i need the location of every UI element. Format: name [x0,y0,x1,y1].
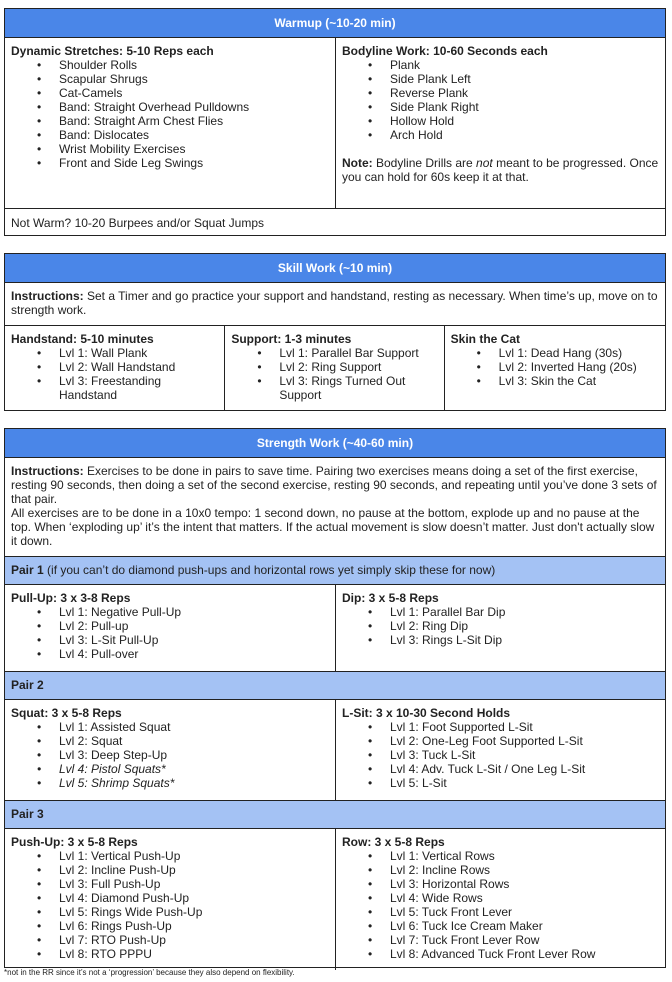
list-item: • Arch Hold [390,128,659,142]
note-text-pre: Bodyline Drills are [372,156,477,170]
skill-instructions [5,283,665,326]
pair1-label: Pair 1 [11,563,44,577]
pushup-list [11,849,329,961]
list-item: • Reverse Plank [390,86,659,100]
strength-section [4,428,666,968]
list-item: • Cat-Camels [59,86,329,100]
list-item: • Lvl 3: Rings Turned Out Support [279,374,437,402]
list-item: • Lvl 2: Ring Support [279,360,437,374]
lsit-cell [335,700,665,800]
list-item: • Band: Dislocates [59,128,329,142]
list-item: • Lvl 7: RTO Push-Up [59,933,329,947]
strength-instructions [5,458,665,557]
list-item: • Lvl 3: Horizontal Rows [390,877,659,891]
row-cell [335,829,665,970]
list-item: • Lvl 4: Wide Rows [390,891,659,905]
pushup-cell [5,829,335,970]
not-warm-text: Not Warm? 10-20 Burpees and/or Squat Jumps [11,216,265,230]
dip-list [342,605,659,647]
lsit-title: L-Sit: 3 x 10-30 Second Holds [342,706,511,720]
warmup-section [4,8,666,236]
list-item: • Wrist Mobility Exercises [59,142,329,156]
bodyline-list [342,58,659,142]
support-title: Support: 1-3 minutes [231,332,352,346]
handstand-cell [5,326,224,410]
list-item: • Lvl 3: Tuck L-Sit [390,748,659,762]
pair1-note: (if you can’t do diamond push-ups and horizontal rows yet simply skip these for now) [43,563,496,577]
strength-header: Strength Work (~40-60 min) [5,429,665,458]
dynamic-stretches-cell [5,38,335,208]
dip-title: Dip: 3 x 5-8 Reps [342,591,439,605]
list-item: • Lvl 6: Rings Push-Up [59,919,329,933]
strength-instr-label: Instructions: [11,464,84,478]
list-item: • Lvl 1: Vertical Rows [390,849,659,863]
list-item: • Lvl 1: Vertical Push-Up [59,849,329,863]
dynamic-stretches-title: Dynamic Stretches: 5-10 Reps each [11,44,214,58]
note-text-em: not [476,156,493,170]
list-item: • Lvl 1: Assisted Squat [59,720,329,734]
list-item: • Lvl 3: Rings L-Sit Dip [390,633,659,647]
skill-instr-label: Instructions: [11,289,84,303]
squat-list [11,720,329,790]
list-item: • Lvl 2: Wall Handstand [59,360,218,374]
pullup-title: Pull-Up: 3 x 3-8 Reps [11,591,131,605]
dynamic-stretches-list [11,58,329,170]
list-item: • Lvl 1: Negative Pull-Up [59,605,329,619]
dip-cell [335,585,665,671]
pair2-bar: Pair 2 [5,672,665,700]
bodyline-title: Bodyline Work: 10-60 Seconds each [342,44,548,58]
list-item: • Lvl 4: Adv. Tuck L-Sit / One Leg L-Sit [390,762,659,776]
list-item: • Side Plank Left [390,72,659,86]
warmup-header: Warmup (~10-20 min) [5,9,665,38]
list-item: • Side Plank Right [390,100,659,114]
list-item: • Lvl 4: Pistol Squats* [59,762,329,776]
list-item: • Lvl 2: Inverted Hang (20s) [499,360,659,374]
list-item: • Band: Straight Arm Chest Flies [59,114,329,128]
pair3-bar: Pair 3 [5,801,665,829]
list-item: • Lvl 3: Deep Step-Up [59,748,329,762]
list-item: • Hollow Hold [390,114,659,128]
list-item: • Scapular Shrugs [59,72,329,86]
skill-section [4,253,666,411]
list-item: • Lvl 1: Dead Hang (30s) [499,346,659,360]
list-item: • Lvl 3: Freestanding Handstand [59,374,218,402]
list-item: • Lvl 6: Tuck Ice Cream Maker [390,919,659,933]
row-list [342,849,659,961]
handstand-title: Handstand: 5-10 minutes [11,332,154,346]
list-item: • Lvl 2: One-Leg Foot Supported L-Sit [390,734,659,748]
list-item: • Lvl 2: Incline Rows [390,863,659,877]
skill-header: Skill Work (~10 min) [5,254,665,283]
squat-cell [5,700,335,800]
list-item: • Lvl 8: Advanced Tuck Front Lever Row [390,947,659,961]
pullup-cell [5,585,335,671]
list-item: • Lvl 1: Foot Supported L-Sit [390,720,659,734]
note-text-post: meant to be progressed. Once you can hold for 60s keep it at that. [342,156,659,184]
list-item: • Lvl 2: Incline Push-Up [59,863,329,877]
list-item: • Lvl 2: Pull-up [59,619,329,633]
skin-the-cat-cell [444,326,665,410]
list-item: • Lvl 7: Tuck Front Lever Row [390,933,659,947]
row-title: Row: 3 x 5-8 Reps [342,835,445,849]
list-item: • Lvl 1: Parallel Bar Support [279,346,437,360]
bodyline-note [342,156,659,184]
note-label: Note: [342,156,373,170]
list-item: • Lvl 5: L-Sit [390,776,659,790]
skill-instr-text: Set a Timer and go practice your support and handstand, resting as necessary. When time’s up, move on to strength work. [11,289,658,317]
list-item: • Lvl 1: Wall Plank [59,346,218,360]
list-item: • Plank [390,58,659,72]
lsit-list [342,720,659,790]
list-item: • Lvl 5: Shrimp Squats* [59,776,329,790]
skin-the-cat-list [451,346,659,388]
list-item: • Lvl 1: Parallel Bar Dip [390,605,659,619]
strength-instr-text: Exercises to be done in pairs to save time. Pairing two exercises means doing a set of the first exercise, resting 90 seconds, then doing a set of the second exercise, resting 90 seconds, and repeating until you’ve done 3 sets of that pair. [11,464,657,506]
list-item: • Lvl 3: L-Sit Pull-Up [59,633,329,647]
list-item: • Lvl 2: Ring Dip [390,619,659,633]
pair1-bar [5,557,665,585]
list-item: • Lvl 4: Diamond Push-Up [59,891,329,905]
skin-the-cat-title: Skin the Cat [450,332,521,346]
list-item: • Front and Side Leg Swings [59,156,329,170]
list-item: • Lvl 2: Squat [59,734,329,748]
list-item: • Lvl 5: Tuck Front Lever [390,905,659,919]
support-cell [224,326,443,410]
support-list [231,346,437,402]
list-item: • Lvl 5: Rings Wide Push-Up [59,905,329,919]
squat-title: Squat: 3 x 5-8 Reps [11,706,122,720]
pushup-title: Push-Up: 3 x 5-8 Reps [11,835,138,849]
list-item: • Lvl 3: Skin the Cat [499,374,659,388]
list-item: • Lvl 8: RTO PPPU [59,947,329,961]
handstand-list [11,346,218,402]
strength-instr-text2: All exercises are to be done in a 10x0 tempo: 1 second down, no pause at the bottom, explode up and no pause at the top. When ‘exploding up’ it’s the intent that matters. If the actual movement is slow doesn’t matter. Just don't actually slow it down. [11,506,655,548]
list-item: • Shoulder Rolls [59,58,329,72]
bodyline-cell [335,38,665,208]
list-item: • Lvl 3: Full Push-Up [59,877,329,891]
list-item: • Lvl 4: Pull-over [59,647,329,661]
footnote: *not in the RR since it’s not a ‘progression’ because they also depend on flexibility. [4,968,295,977]
pullup-list [11,605,329,661]
list-item: • Band: Straight Overhead Pulldowns [59,100,329,114]
